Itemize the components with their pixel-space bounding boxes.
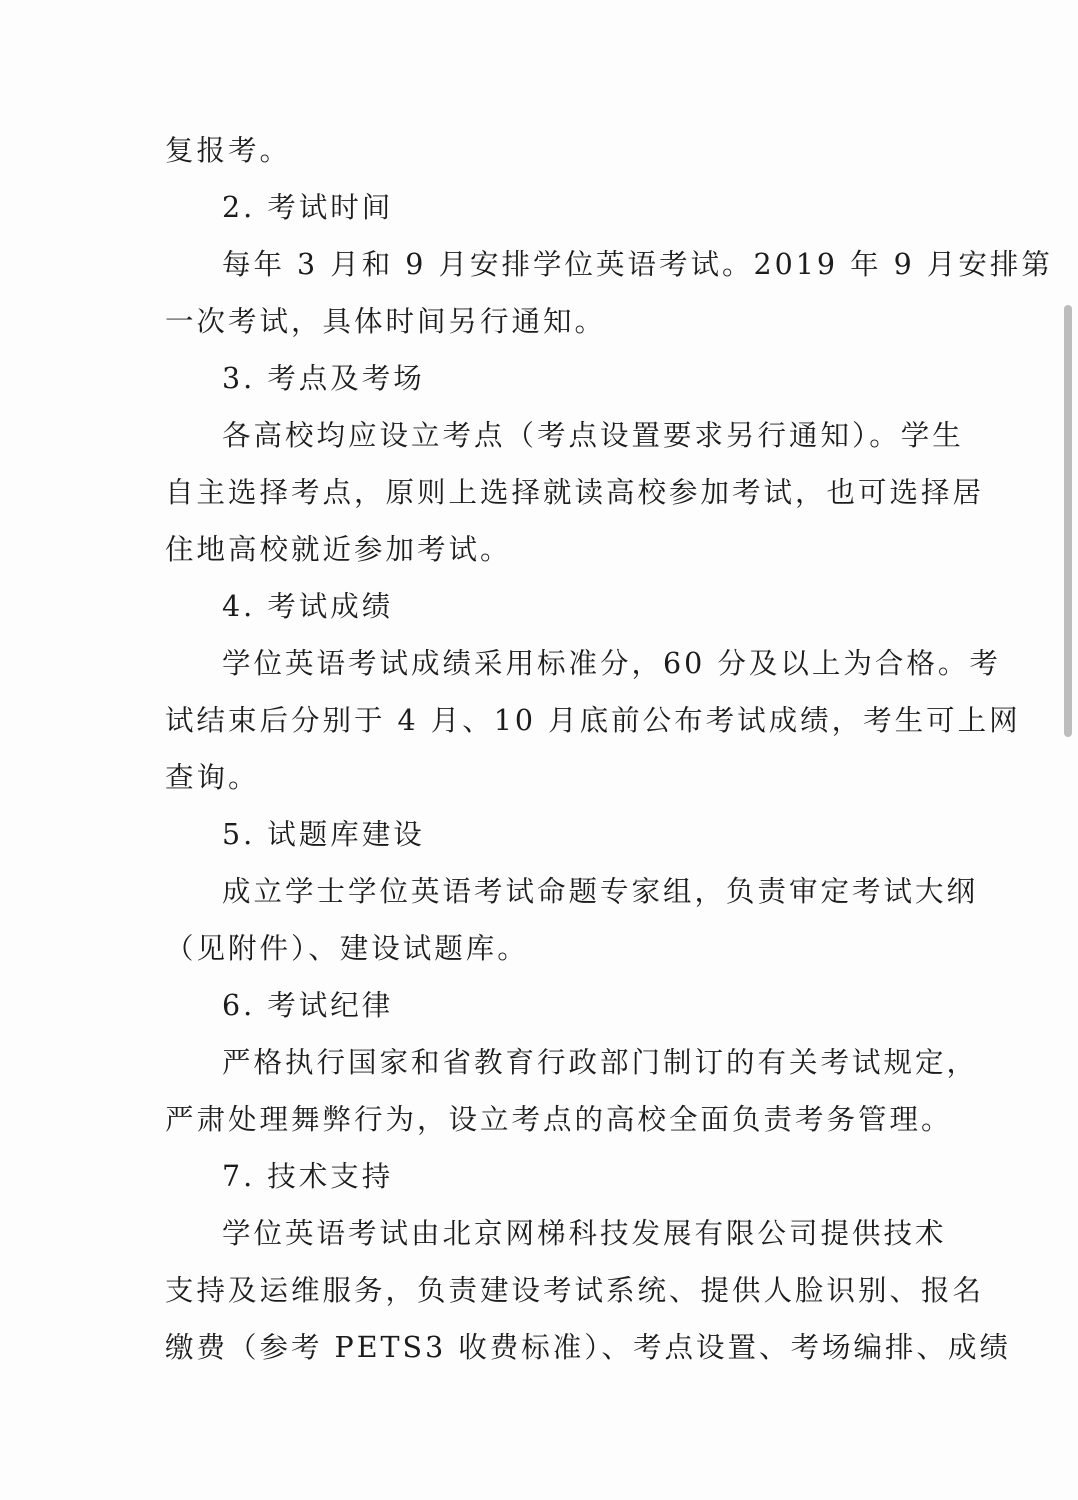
section-heading: 5. 试题库建设 [222,818,425,851]
paragraph-line: 支持及运维服务，负责建设考试系统、提供人脸识别、报名 [165,1274,985,1307]
paragraph-line: （见附件）、建设试题库。 [165,932,529,965]
document-body [165,122,1053,1376]
section-heading: 6. 考试纪律 [222,989,394,1022]
paragraph-line: 各高校均应设立考点（考点设置要求另行通知）。学生 [222,419,964,452]
paragraph-line: 查询。 [165,761,260,794]
section-heading: 4. 考试成绩 [222,590,394,623]
paragraph-line: 自主选择考点，原则上选择就读高校参加考试，也可选择居 [165,476,985,509]
paragraph-line: 严肃处理舞弊行为，设立考点的高校全面负责考务管理。 [165,1103,953,1136]
paragraph-line: 成立学士学位英语考试命题专家组，负责审定考试大纲 [222,875,979,908]
paragraph-line: 试结束后分别于 4 月、10 月底前公布考试成绩，考生可上网 [165,704,1021,737]
paragraph-line: 一次考试，具体时间另行通知。 [165,305,607,338]
paragraph-line: 缴费（参考 PETS3 收费标准）、考点设置、考场编排、成绩 [165,1331,1012,1364]
paragraph-line: 学位英语考试由北京网梯科技发展有限公司提供技术 [222,1217,947,1250]
paragraph-line: 复报考。 [165,134,292,167]
paragraph-line: 学位英语考试成绩采用标准分，60 分及以上为合格。考 [222,647,1001,680]
section-heading: 3. 考点及考场 [222,362,425,395]
section-heading: 2. 考试时间 [222,191,394,224]
scrollbar-thumb[interactable] [1064,305,1072,737]
paragraph-line: 住地高校就近参加考试。 [165,533,512,566]
paragraph-line: 每年 3 月和 9 月安排学位英语考试。2019 年 9 月安排第 [222,248,1053,281]
paragraph-line: 严格执行国家和省教育行政部门制订的有关考试规定， [222,1046,979,1079]
vertical-scrollbar[interactable] [1058,0,1078,1500]
section-heading: 7. 技术支持 [222,1160,394,1193]
